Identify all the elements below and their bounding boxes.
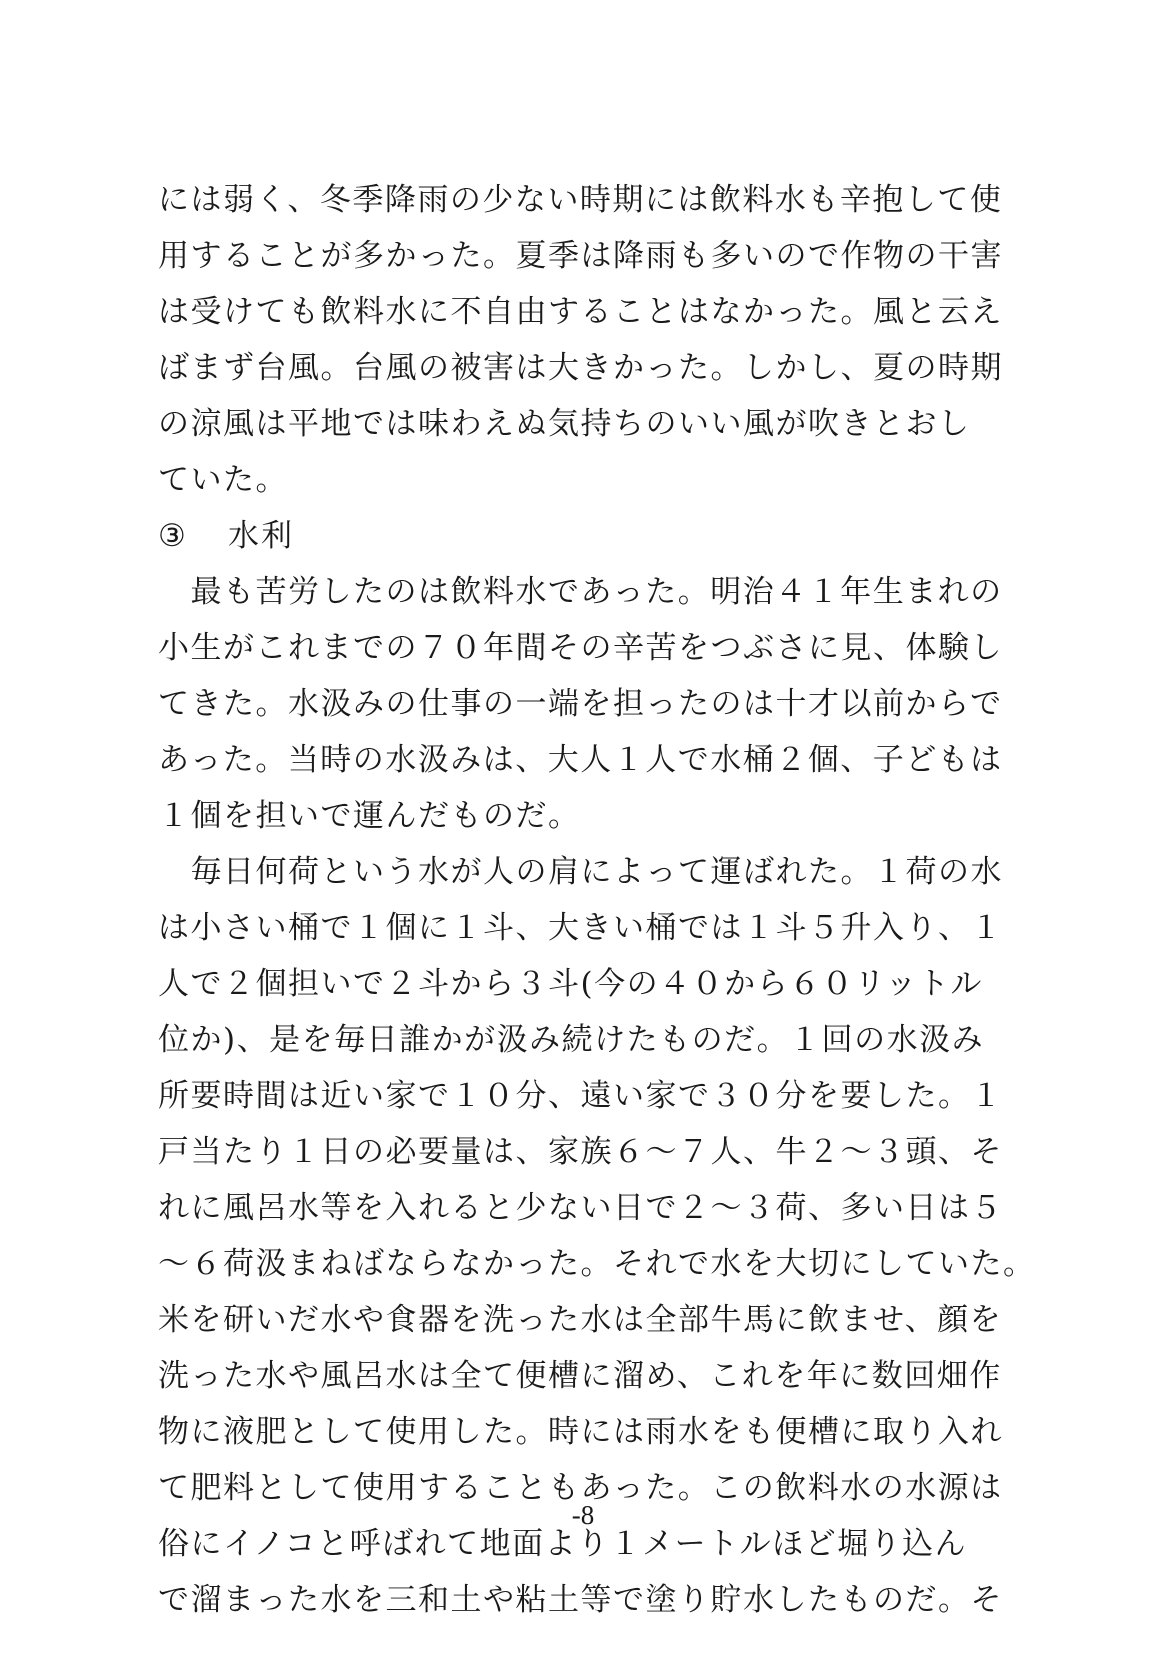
section-heading <box>158 508 1038 564</box>
paragraph-drinking-water <box>158 564 1038 844</box>
text-line: 小生がこれまでの７０年間その辛苦をつぶさに見、体験し <box>158 630 1003 666</box>
text-line: で溜まった水を三和土や粘土等で塗り貯水したものだ。そ <box>158 1582 1003 1618</box>
section-title: 水利 <box>228 518 294 554</box>
text-line: 戸当たり１日の必要量は、家族６～７人、牛２～３頭、そ <box>158 1134 1003 1170</box>
text-line: １個を担いで運んだものだ。 <box>158 798 581 834</box>
text-line: には弱く、冬季降雨の少ない時期には飲料水も辛抱して使 <box>158 182 1003 218</box>
text-line: ～６荷汲まねばならなかった。それで水を大切にしていた。 <box>158 1246 1036 1282</box>
text-line: てきた。水汲みの仕事の一端を担ったのは十才以前からで <box>158 686 1003 722</box>
text-line: は受けても飲料水に不自由することはなかった。風と云え <box>158 294 1003 330</box>
page-number: -8 <box>571 1500 595 1530</box>
text-line: ばまず台風。台風の被害は大きかった。しかし、夏の時期 <box>158 350 1003 386</box>
text-line: 洗った水や風呂水は全て便槽に溜め、これを年に数回畑作 <box>158 1358 1002 1394</box>
section-number: ③ <box>158 518 186 554</box>
text-line: 用することが多かった。夏季は降雨も多いので作物の干害 <box>158 238 1003 274</box>
text-line: 人で２個担いで２斗から３斗(今の４０から６０リットル <box>158 966 983 1002</box>
text-line: 物に液肥として使用した。時には雨水をも便槽に取り入れ <box>158 1414 1003 1450</box>
text-line: は小さい桶で１個に１斗、大きい桶では１斗５升入り、１ <box>158 910 1003 946</box>
paragraph-climate <box>158 172 1038 508</box>
text-line: 所要時間は近い家で１０分、遠い家で３０分を要した。１ <box>158 1078 1003 1114</box>
text-line: ていた。 <box>158 462 288 498</box>
body-text <box>158 172 1038 1628</box>
text-line: 最も苦労したのは飲料水であった。明治４１年生まれの <box>158 574 1003 610</box>
text-line: 位か)、是を毎日誰かが汲み続けたものだ。１回の水汲み <box>158 1022 985 1058</box>
text-line: 俗にイノコと呼ばれて地面より１メートルほど堀り込ん <box>158 1526 968 1562</box>
text-line: て肥料として使用することもあった。この飲料水の水源は <box>158 1470 1003 1506</box>
text-line: の涼風は平地では味わえぬ気持ちのいい風が吹きとおし <box>158 406 971 442</box>
text-line: 毎日何荷という水が人の肩によって運ばれた。１荷の水 <box>158 854 1003 890</box>
text-line: れに風呂水等を入れると少ない日で２～３荷、多い日は５ <box>158 1190 1003 1226</box>
text-line: 米を研いだ水や食器を洗った水は全部牛馬に飲ませ、顔を <box>158 1302 1003 1338</box>
text-line: あった。当時の水汲みは、大人１人で水桶２個、子どもは <box>158 742 1003 778</box>
